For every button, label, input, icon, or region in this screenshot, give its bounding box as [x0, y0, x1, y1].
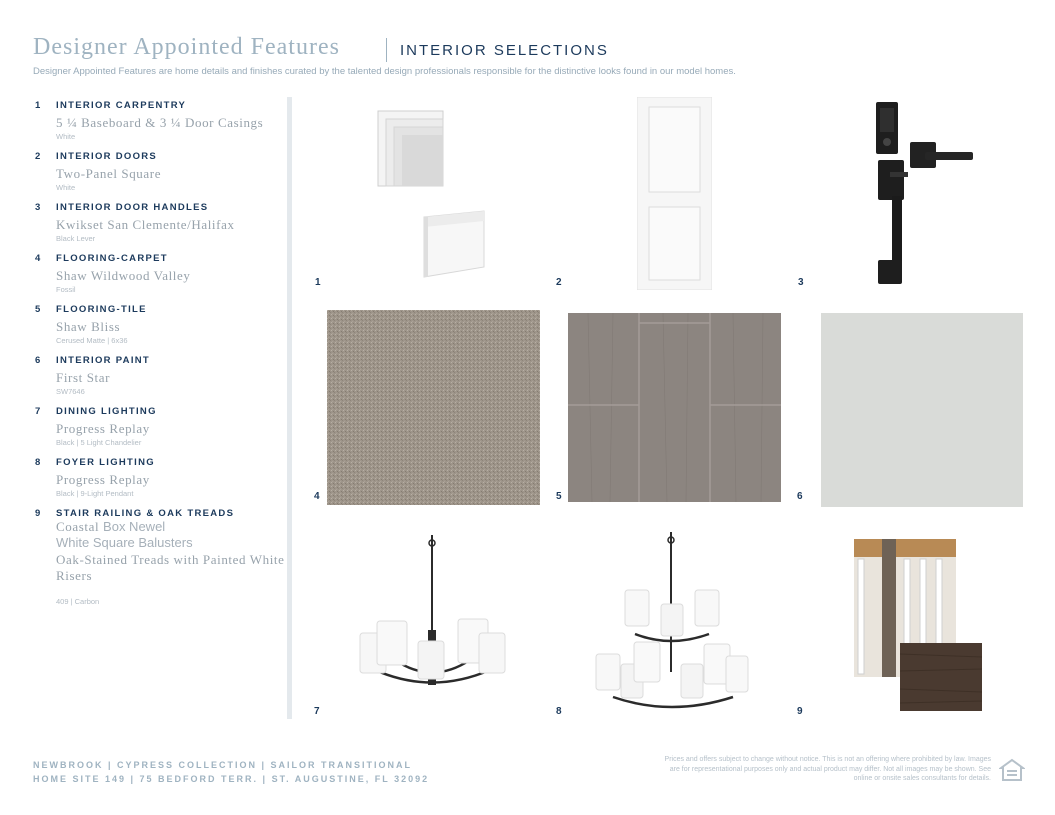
selection-number: 3 — [35, 202, 41, 213]
selection-note: White — [56, 132, 76, 141]
page-title: Designer Appointed Features — [33, 34, 340, 60]
selection-note: Black | 9-Light Pendant — [56, 489, 134, 498]
stair-line2: White Square Balusters — [56, 535, 193, 551]
door-handle-image — [870, 100, 980, 290]
gallery-label: 7 — [314, 706, 320, 717]
selection-category: STAIR RAILING & OAK TREADS — [56, 508, 235, 519]
trim-molding-image — [372, 105, 492, 285]
stair-line1-serif: Coastal — [56, 519, 104, 534]
selection-note: White — [56, 183, 76, 192]
equal-housing-opportunity-icon — [999, 758, 1025, 784]
stair-railing-image — [854, 539, 982, 711]
selection-name: Progress Replay — [56, 421, 150, 436]
intro-text: Designer Appointed Features are home details and finishes curated by the talented design professionals responsible for the distinctive looks found in our model homes. — [33, 66, 736, 77]
gallery-label: 4 — [314, 491, 320, 502]
selection-note: SW7646 — [56, 387, 85, 396]
gallery-label: 3 — [798, 277, 804, 288]
selection-number: 5 — [35, 304, 41, 315]
selection-category: FLOORING-TILE — [56, 304, 147, 315]
legal-disclaimer: Prices and offers subject to change without notice. This is not an offering where prohibited by law. Images are for representational purposes only and actual product may differ. Not all images may be shown. See online or onsite sales consultants for details. — [664, 756, 991, 782]
selection-name — [56, 519, 286, 584]
gallery-label: 1 — [315, 277, 321, 288]
selection-number: 6 — [35, 355, 41, 366]
selection-note: Black | 5 Light Chandelier — [56, 438, 142, 447]
selection-category: INTERIOR DOOR HANDLES — [56, 202, 209, 213]
footer-address: HOME SITE 149 | 75 BEDFORD TERR. | ST. AUGUSTINE, FL 32092 — [33, 774, 430, 784]
selection-name: 5 ¼ Baseboard & 3 ¼ Door Casings — [56, 115, 264, 130]
selection-name: Two-Panel Square — [56, 166, 162, 181]
selection-category: INTERIOR PAINT — [56, 355, 151, 366]
gallery-label: 2 — [556, 277, 562, 288]
foyer-pendant-image — [593, 532, 753, 715]
selection-note: 409 | Carbon — [56, 597, 100, 606]
selection-number: 7 — [35, 406, 41, 417]
door-image — [637, 97, 712, 290]
selection-name: Kwikset San Clemente/Halifax — [56, 217, 235, 232]
selection-name: Shaw Bliss — [56, 319, 121, 334]
footer-community: NEWBROOK | CYPRESS COLLECTION | SAILOR TRANSITIONAL — [33, 760, 413, 770]
title-divider — [386, 38, 387, 62]
selection-category: DINING LIGHTING — [56, 406, 157, 417]
gallery-label: 6 — [797, 491, 803, 502]
tile-swatch — [568, 313, 781, 502]
stair-line1-sans: Box Newel — [103, 519, 166, 534]
selection-category: FLOORING-CARPET — [56, 253, 168, 264]
selection-category: FOYER LIGHTING — [56, 457, 155, 468]
selection-category: INTERIOR CARPENTRY — [56, 100, 187, 111]
selection-category: INTERIOR DOORS — [56, 151, 158, 162]
selection-number: 9 — [35, 508, 41, 519]
carpet-swatch — [327, 310, 540, 505]
selection-note: Fossil — [56, 285, 76, 294]
selection-name: Shaw Wildwood Valley — [56, 268, 191, 283]
gallery-label: 8 — [556, 706, 562, 717]
gallery-label: 9 — [797, 706, 803, 717]
column-divider — [287, 97, 292, 719]
selection-name: Progress Replay — [56, 472, 150, 487]
paint-swatch — [821, 313, 1023, 507]
selection-number: 1 — [35, 100, 41, 111]
stair-line3: Oak-Stained Treads with Painted White Risers — [56, 551, 285, 583]
selection-number: 2 — [35, 151, 41, 162]
selection-note: Black Lever — [56, 234, 96, 243]
gallery-label: 5 — [556, 491, 562, 502]
selection-note: Cerused Matte | 6x36 — [56, 336, 128, 345]
dining-chandelier-image — [355, 535, 510, 700]
selection-name: First Star — [56, 370, 111, 385]
selection-number: 8 — [35, 457, 41, 468]
selection-number: 4 — [35, 253, 41, 264]
page-subtitle: INTERIOR SELECTIONS — [400, 42, 609, 59]
